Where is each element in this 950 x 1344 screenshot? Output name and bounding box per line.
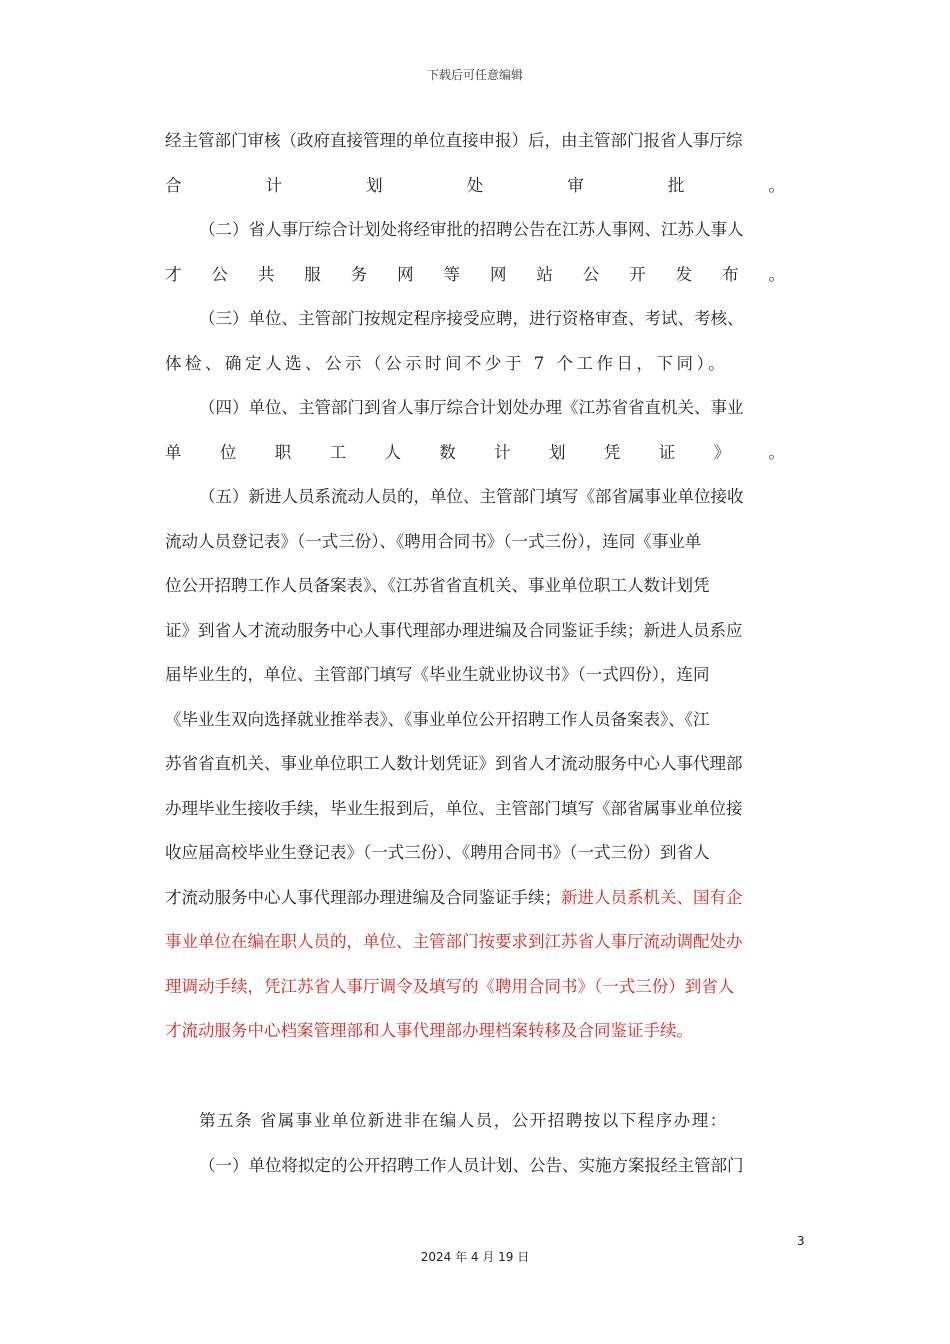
page-number: 3 [797,1234,805,1248]
char: 划 [549,443,566,462]
text-line: 收应届高校毕业生登记表》（一式三份）、《聘用合同书》（一式三份）到省人 [165,843,710,862]
char: 单 [165,443,182,462]
char: 。 [768,265,785,284]
char: 计 [494,443,511,462]
char: 网 [397,265,414,284]
char: 处 [466,176,484,195]
char: 批 [667,176,685,195]
text-line: 流动人员登记表》（一式三份）、《聘用合同书》（一式三份），连同《事业单 [165,532,702,551]
char: 发 [675,265,693,284]
char: 凭 [603,443,621,462]
text-line: （三）单位、主管部门按规定程序接受应聘，进行资格审查、考试、考核、 [199,309,744,328]
char: 合 [165,176,182,195]
footer-date: 2024 年 4 月 19 日 [420,1250,530,1264]
text-line: 苏省省直机关、事业单位职工人数计划凭证》到省人才流动服务中心人事代理部 [165,754,743,773]
text-line: 经主管部门审核（政府直接管理的单位直接申报）后，由主管部门报省人事厅综 [165,131,743,150]
text-segment: 才流动服务中心人事代理部办理进编及合同鉴证手续； [165,888,561,907]
char: 》 [713,443,731,462]
highlighted-text: 新进人员系机关、国有企 [561,888,743,907]
text-line [165,264,785,286]
char: 公 [582,265,600,284]
char: 公 [211,265,228,284]
text-line: 证》到省人才流动服务中心人事代理部办理进编及合同鉴证手续；新进人员系应 [165,621,743,640]
highlighted-text-line: 理调动手续，凭江苏省人事厅调令及填写的《聘用合同书》（一式三份）到省人 [165,977,735,996]
text-line: （一）单位将拟定的公开招聘工作人员计划、公告、实施方案报经主管部门 [199,1156,744,1175]
char: 计 [265,176,283,195]
text-line: （五）新进人员系流动人员的，单位、主管部门填写《部省属事业单位接收 [199,487,744,506]
text-line: 《毕业生双向选择就业推举表》、《事业单位公开招聘工作人员备案表》、《江 [165,710,710,729]
char: 。 [768,443,785,462]
char: 站 [536,265,553,284]
char: 职 [274,443,292,462]
char: 划 [366,176,383,195]
text-line: 位公开招聘工作人员备案表》、《江苏省省直机关、事业单位职工人数计划凭 [165,576,710,595]
char: 才 [165,265,182,284]
text-line: 体检、确定人选、公示（公示时间不少于 7 个工作日，下同）。 [165,354,729,373]
char: 共 [257,265,275,284]
page-header: 下载后可任意编辑 [426,68,523,82]
char: 证 [658,443,676,462]
char: 位 [219,443,237,462]
char: 务 [350,265,368,284]
text-line: 届毕业生的，单位、主管部门填写《毕业生就业协议书》（一式四份），连同 [165,665,710,684]
char: 服 [304,265,321,284]
char: 开 [629,265,646,284]
char: 审 [567,176,584,195]
article-heading: 第五条 省属事业单位新进非在编人员，公开招聘按以下程序办理： [199,1111,728,1130]
text-line [165,887,785,909]
char: 布 [722,265,739,284]
text-line: （二）省人事厅综合计划处将经审批的招聘公告在江苏人事网、江苏人事人 [199,220,744,239]
char: 。 [768,176,785,195]
text-line: （四）单位、主管部门到省人事厅综合计划处办理《江苏省省直机关、事业 [199,398,744,417]
char: 数 [439,443,456,462]
char: 网 [489,265,507,284]
char: 等 [443,265,461,284]
highlighted-text-line: 才流动服务中心档案管理部和人事代理部办理档案转移及合同鉴证手续。 [165,1021,693,1040]
text-line [165,442,785,464]
char: 工 [329,443,347,462]
text-line [165,175,785,197]
char: 人 [384,443,401,462]
text-line: 办理毕业生接收手续，毕业生报到后，单位、主管部门填写《部省属事业单位接 [165,799,743,818]
highlighted-text-line: 事业单位在编在职人员的，单位、主管部门按要求到江苏省人事厅流动调配处办 [165,932,743,951]
